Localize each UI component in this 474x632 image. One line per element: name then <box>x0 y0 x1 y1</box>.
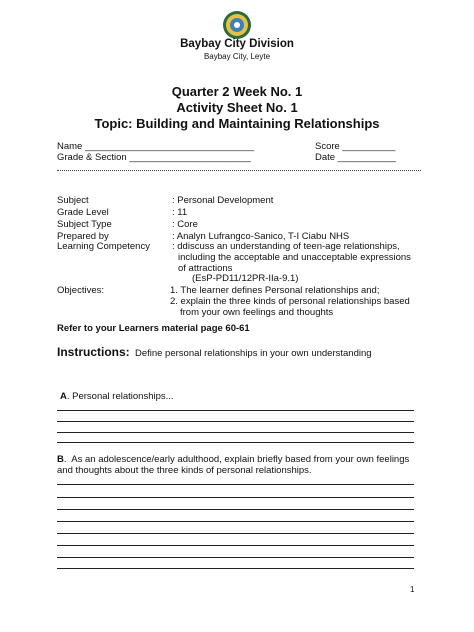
answer-line-a3[interactable] <box>57 432 414 433</box>
subject-type-label: Subject Type <box>57 219 112 230</box>
learning-competency-line3: of attractions <box>178 263 233 274</box>
part-b-text-line1: . As an adolescence/early adulthood, explain briefly based from your own feelings <box>63 454 410 465</box>
division-seal-logo <box>222 10 252 40</box>
prepared-by-value: : Analyn Lufrangco-Sanico, T-I Ciabu NHS <box>172 231 350 242</box>
part-a-text: . Personal relationships... <box>66 391 174 402</box>
topic-title: Topic: Building and Maintaining Relationships <box>94 116 380 131</box>
answer-line-b1[interactable] <box>57 484 414 485</box>
answer-line-a1[interactable] <box>57 410 414 411</box>
answer-line-a4[interactable] <box>57 442 414 443</box>
answer-line-b3[interactable] <box>57 509 414 510</box>
learning-competency-line1: : ddiscuss an understanding of teen-age relationships, <box>172 241 400 252</box>
grade-level-value: : 11 <box>172 207 188 218</box>
date-field[interactable]: Date ___________ <box>315 152 396 163</box>
objectives-label: Objectives: <box>57 285 104 296</box>
answer-line-b5[interactable] <box>57 533 414 534</box>
learning-competency-label: Learning Competency <box>57 241 150 252</box>
part-b-letter: B <box>57 454 64 465</box>
grade-level-label: Grade Level <box>57 207 109 218</box>
competency-code: (EsP-PD11/12PR-IIa-9.1) <box>192 273 299 284</box>
dotted-divider <box>57 170 421 171</box>
name-field[interactable]: Name ________________________________ <box>57 141 255 152</box>
answer-line-b4[interactable] <box>57 521 414 522</box>
division-location: Baybay City, Leyte <box>203 52 271 61</box>
answer-line-b7[interactable] <box>57 557 414 558</box>
objective-2-line1: 2. explain the three kinds of personal relationships based <box>170 296 410 307</box>
instructions-text: Define personal relationships in your own understanding <box>134 348 372 359</box>
division-name: Baybay City Division <box>180 38 294 50</box>
subject-label: Subject <box>57 195 89 206</box>
objective-2-line2: from your own feelings and thoughts <box>180 307 334 318</box>
instructions <box>57 345 372 359</box>
answer-line-a2[interactable] <box>57 421 414 422</box>
part-a-letter: A <box>60 391 67 402</box>
part-b-prompt-line2: and thoughts about the three kinds of personal relationships. <box>57 465 312 476</box>
answer-line-b8[interactable] <box>57 568 414 569</box>
part-a-prompt <box>60 391 174 402</box>
instructions-label: Instructions: <box>57 345 130 359</box>
part-b-prompt-line1 <box>57 454 409 465</box>
page-number: 1 <box>410 585 415 594</box>
subject-type-value: : Core <box>172 219 198 230</box>
objective-1: 1. The learner defines Personal relationships and; <box>170 285 380 296</box>
subject-value: : Personal Development <box>172 195 274 206</box>
learning-competency-line2: including the acceptable and unacceptable expressions <box>178 252 411 263</box>
score-field[interactable]: Score __________ <box>315 141 396 152</box>
quarter-title: Quarter 2 Week No. 1 <box>171 84 303 99</box>
answer-line-b6[interactable] <box>57 545 414 546</box>
prepared-by-label: Prepared by <box>57 231 109 242</box>
grade-section-field[interactable]: Grade & Section _______________________ <box>57 152 251 163</box>
activity-sheet-title: Activity Sheet No. 1 <box>176 100 298 115</box>
answer-line-b2[interactable] <box>57 497 414 498</box>
learners-material-reference: Refer to your Learners material page 60-61 <box>57 323 250 334</box>
